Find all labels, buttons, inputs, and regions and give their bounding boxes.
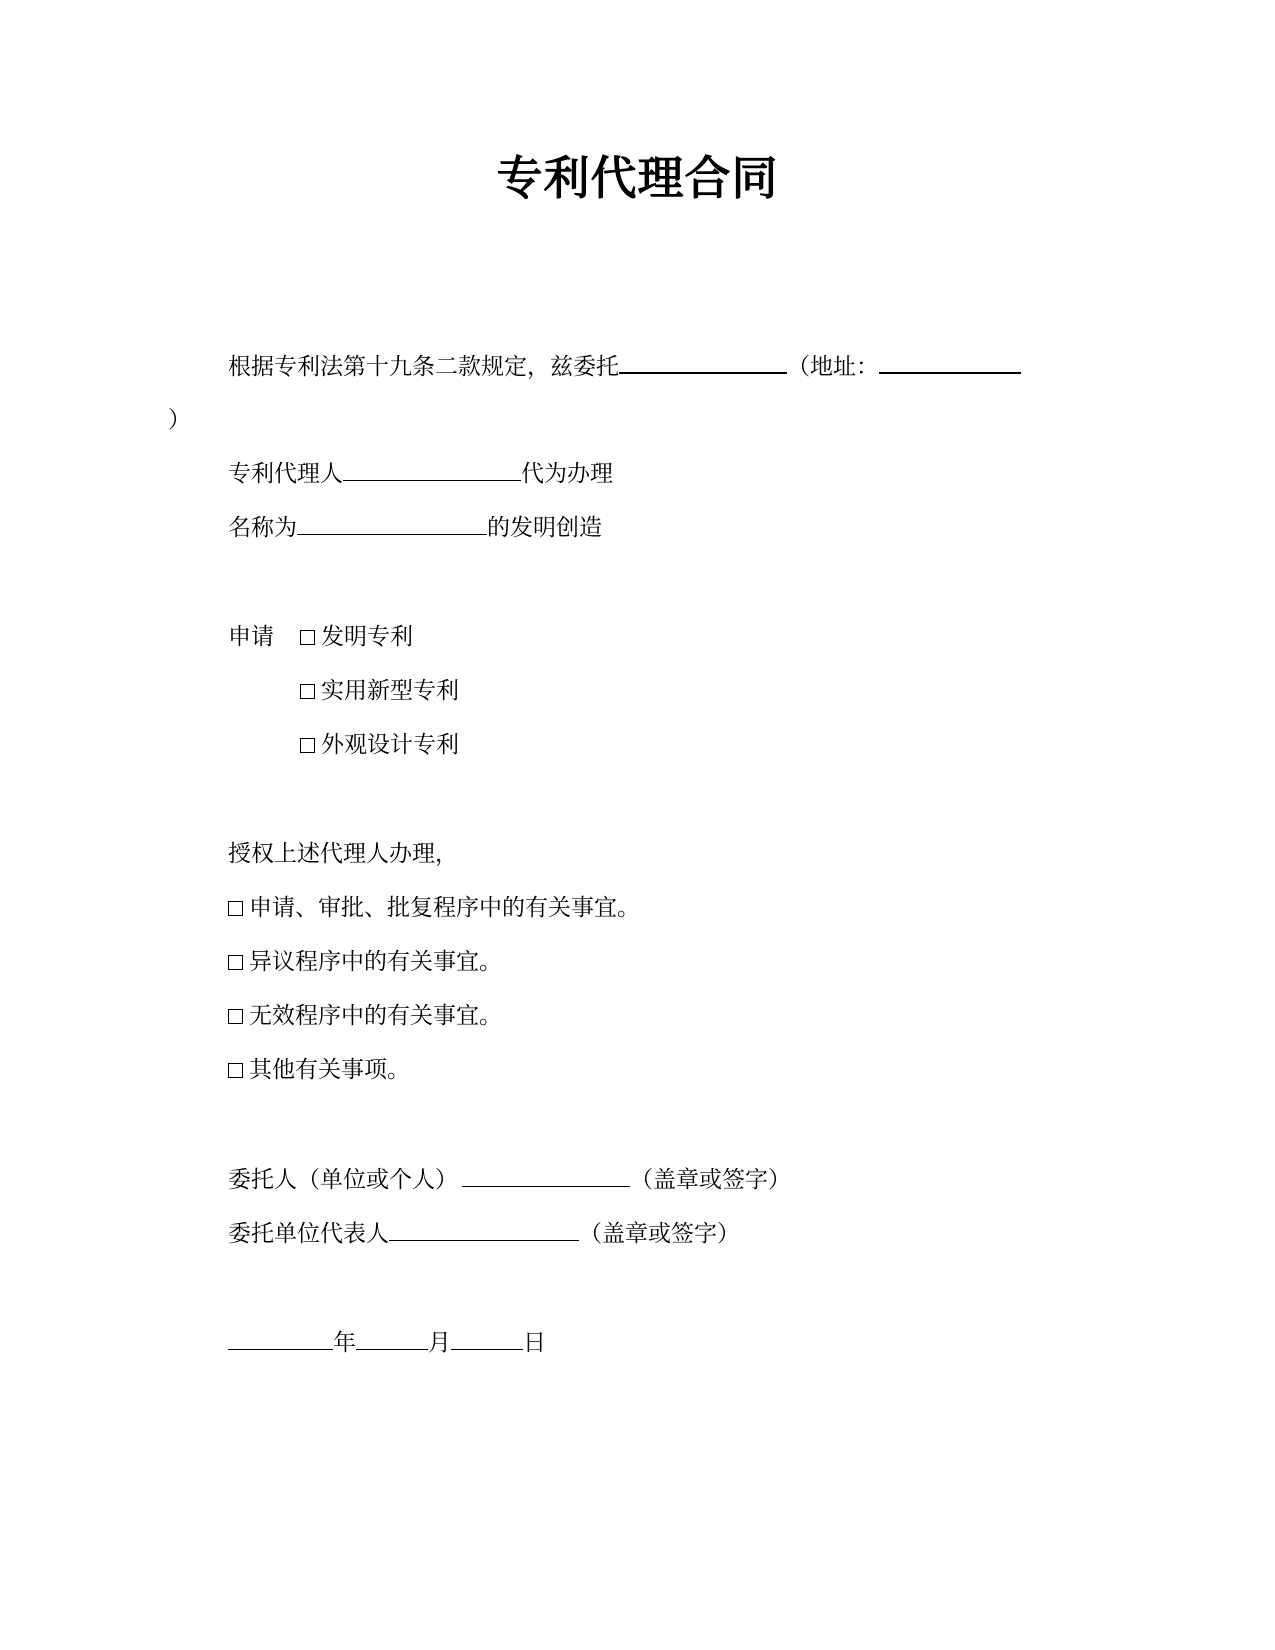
agent-line [228, 458, 613, 490]
month-label: 月 [428, 1330, 451, 1356]
checkbox-icon[interactable] [300, 738, 315, 753]
authorize-item-label: 无效程序中的有关事宜。 [249, 1003, 502, 1029]
checkbox-icon[interactable] [228, 1063, 243, 1078]
date-line [228, 1327, 546, 1359]
authorize-heading: 授权上述代理人办理， [228, 841, 458, 867]
principal-suffix: （盖章或签字） [630, 1167, 791, 1193]
apply-option-label: 外观设计专利 [321, 732, 459, 758]
principal-signature-blank[interactable] [462, 1164, 630, 1187]
authorize-item[interactable] [228, 946, 502, 978]
agent-suffix: 代为办理 [521, 461, 613, 487]
checkbox-icon[interactable] [228, 955, 243, 970]
principal-label: 委托人（单位或个人） [228, 1167, 458, 1193]
agent-blank[interactable] [343, 458, 521, 481]
invention-name-line [228, 512, 602, 544]
name-prefix: 名称为 [228, 515, 297, 541]
apply-option-label: 实用新型专利 [321, 678, 459, 704]
month-blank[interactable] [356, 1327, 428, 1350]
day-label: 日 [523, 1330, 546, 1356]
apply-option-design[interactable] [300, 729, 459, 761]
representative-signature-line [228, 1218, 740, 1250]
authorize-item[interactable] [228, 1054, 410, 1086]
authorize-item[interactable] [228, 1000, 502, 1032]
apply-option-utility-model[interactable] [300, 675, 459, 707]
address-label: （地址： [787, 354, 879, 380]
checkbox-icon[interactable] [300, 630, 315, 645]
intro-text: 根据专利法第十九条二款规定，兹委托 [228, 354, 619, 380]
apply-option-label: 发明专利 [321, 624, 413, 650]
checkbox-icon[interactable] [228, 901, 243, 916]
apply-label: 申请 [228, 624, 274, 650]
representative-signature-blank[interactable] [389, 1218, 579, 1241]
day-blank[interactable] [451, 1327, 523, 1350]
intro-line [228, 350, 1021, 383]
checkbox-icon[interactable] [300, 684, 315, 699]
address-blank[interactable] [879, 350, 1021, 374]
representative-label: 委托单位代表人 [228, 1221, 389, 1247]
address-close-paren: ） [168, 407, 191, 433]
authorize-item-label: 异议程序中的有关事宜。 [249, 949, 502, 975]
year-blank[interactable] [228, 1327, 333, 1350]
principal-signature-line [228, 1164, 791, 1196]
authorize-item-label: 其他有关事项。 [249, 1057, 410, 1083]
authorize-item-label: 申请、审批、批复程序中的有关事宜。 [249, 895, 640, 921]
invention-name-blank[interactable] [297, 512, 487, 535]
agent-prefix: 专利代理人 [228, 461, 343, 487]
authorize-item[interactable] [228, 892, 640, 924]
principal-blank[interactable] [619, 350, 787, 374]
year-label: 年 [333, 1330, 356, 1356]
representative-suffix: （盖章或签字） [579, 1221, 740, 1247]
document-title: 专利代理合同 [496, 151, 779, 205]
name-suffix: 的发明创造 [487, 515, 602, 541]
checkbox-icon[interactable] [228, 1009, 243, 1024]
apply-option-invention[interactable] [300, 621, 413, 653]
